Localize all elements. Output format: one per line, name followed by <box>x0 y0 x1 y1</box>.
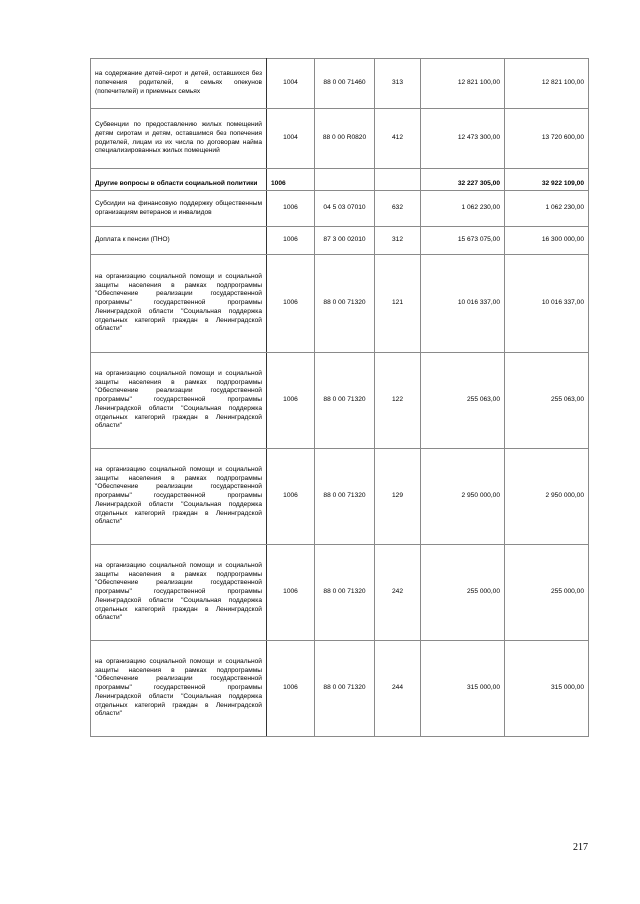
row-amount-2: 32 922 109,00 <box>505 169 589 191</box>
row-section-code: 1006 <box>267 353 315 449</box>
row-target-code: 88 0 00 71460 <box>315 59 375 109</box>
row-target-code: 88 0 00 71320 <box>315 545 375 641</box>
row-section-code: 1004 <box>267 109 315 169</box>
row-expense-type: 412 <box>375 109 421 169</box>
row-amount-1: 1 062 230,00 <box>421 191 505 227</box>
row-description: Другие вопросы в области социальной политики <box>91 169 267 191</box>
row-description: на содержание детей-сирот и детей, оставшихся без попечения родителей, в семьях опекунов (попечителей) и приемных семьях <box>91 59 267 109</box>
row-section-code: 1006 <box>267 449 315 545</box>
row-section-code: 1004 <box>267 59 315 109</box>
page-number: 217 <box>573 842 588 853</box>
table-row <box>91 449 589 545</box>
row-target-code: 04 5 03 07010 <box>315 191 375 227</box>
row-target-code: 88 0 00 71320 <box>315 255 375 353</box>
row-description: на организацию социальной помощи и социальной защиты населения в рамках подпрограммы "Обеспечение реализации государственной программы" государственной программы Ленинградской области "Социальная поддержка отдельных категорий граждан в Ленинградской области" <box>91 255 267 353</box>
row-target-code: 88 0 00 71320 <box>315 641 375 737</box>
row-amount-2: 10 016 337,00 <box>505 255 589 353</box>
row-amount-2: 1 062 230,00 <box>505 191 589 227</box>
row-amount-1: 12 473 300,00 <box>421 109 505 169</box>
row-amount-1: 12 821 100,00 <box>421 59 505 109</box>
row-amount-1: 255 000,00 <box>421 545 505 641</box>
table-row <box>91 255 589 353</box>
row-amount-1: 255 063,00 <box>421 353 505 449</box>
row-amount-1: 32 227 305,00 <box>421 169 505 191</box>
row-description: Субсидии на финансовую поддержку общественным организациям ветеранов и инвалидов <box>91 191 267 227</box>
row-description: Доплата к пенсии (ПНО) <box>91 227 267 255</box>
row-amount-1: 15 673 075,00 <box>421 227 505 255</box>
row-amount-1: 10 016 337,00 <box>421 255 505 353</box>
row-expense-type: 122 <box>375 353 421 449</box>
row-description: Субвенции по предоставлению жилых помещений детям сиротам и детям, оставшимся без попечения родителей, лицам из их числа по договорам найма специализированных жилых помещений <box>91 109 267 169</box>
row-description: на организацию социальной помощи и социальной защиты населения в рамках подпрограммы "Обеспечение реализации государственной программы" государственной программы Ленинградской области "Социальная поддержка отдельных категорий граждан в Ленинградской области" <box>91 449 267 545</box>
row-expense-type: 632 <box>375 191 421 227</box>
row-description: на организацию социальной помощи и социальной защиты населения в рамках подпрограммы "Обеспечение реализации государственной программы" государственной программы Ленинградской области "Социальная поддержка отдельных категорий граждан в Ленинградской области" <box>91 641 267 737</box>
row-section-code: 1006 <box>267 545 315 641</box>
row-amount-1: 315 000,00 <box>421 641 505 737</box>
row-target-code <box>315 169 375 191</box>
row-section-code: 1006 <box>267 191 315 227</box>
row-section-code: 1006 <box>267 227 315 255</box>
row-amount-2: 2 950 000,00 <box>505 449 589 545</box>
row-target-code: 88 0 00 R0820 <box>315 109 375 169</box>
row-amount-2: 12 821 100,00 <box>505 59 589 109</box>
row-expense-type: 242 <box>375 545 421 641</box>
row-section-code: 1006 <box>267 641 315 737</box>
row-expense-type: 244 <box>375 641 421 737</box>
row-amount-2: 16 300 000,00 <box>505 227 589 255</box>
table-row <box>91 227 589 255</box>
row-amount-2: 13 720 600,00 <box>505 109 589 169</box>
row-target-code: 88 0 00 71320 <box>315 353 375 449</box>
row-section-code: 1006 <box>267 169 315 191</box>
row-expense-type <box>375 169 421 191</box>
table-row-section-total <box>91 169 589 191</box>
row-amount-1: 2 950 000,00 <box>421 449 505 545</box>
row-amount-2: 315 000,00 <box>505 641 589 737</box>
row-target-code: 88 0 00 71320 <box>315 449 375 545</box>
budget-table <box>90 58 589 737</box>
row-description: на организацию социальной помощи и социальной защиты населения в рамках подпрограммы "Обеспечение реализации государственной программы" государственной программы Ленинградской области "Социальная поддержка отдельных категорий граждан в Ленинградской области" <box>91 353 267 449</box>
table-row <box>91 353 589 449</box>
row-expense-type: 313 <box>375 59 421 109</box>
table-row <box>91 641 589 737</box>
table-row <box>91 191 589 227</box>
table-row <box>91 59 589 109</box>
table-row <box>91 109 589 169</box>
row-expense-type: 312 <box>375 227 421 255</box>
table-row <box>91 545 589 641</box>
row-expense-type: 121 <box>375 255 421 353</box>
row-description: на организацию социальной помощи и социальной защиты населения в рамках подпрограммы "Обеспечение реализации государственной программы" государственной программы Ленинградской области "Социальная поддержка отдельных категорий граждан в Ленинградской области" <box>91 545 267 641</box>
row-section-code: 1006 <box>267 255 315 353</box>
row-amount-2: 255 063,00 <box>505 353 589 449</box>
row-amount-2: 255 000,00 <box>505 545 589 641</box>
row-target-code: 87 3 00 02010 <box>315 227 375 255</box>
row-expense-type: 129 <box>375 449 421 545</box>
